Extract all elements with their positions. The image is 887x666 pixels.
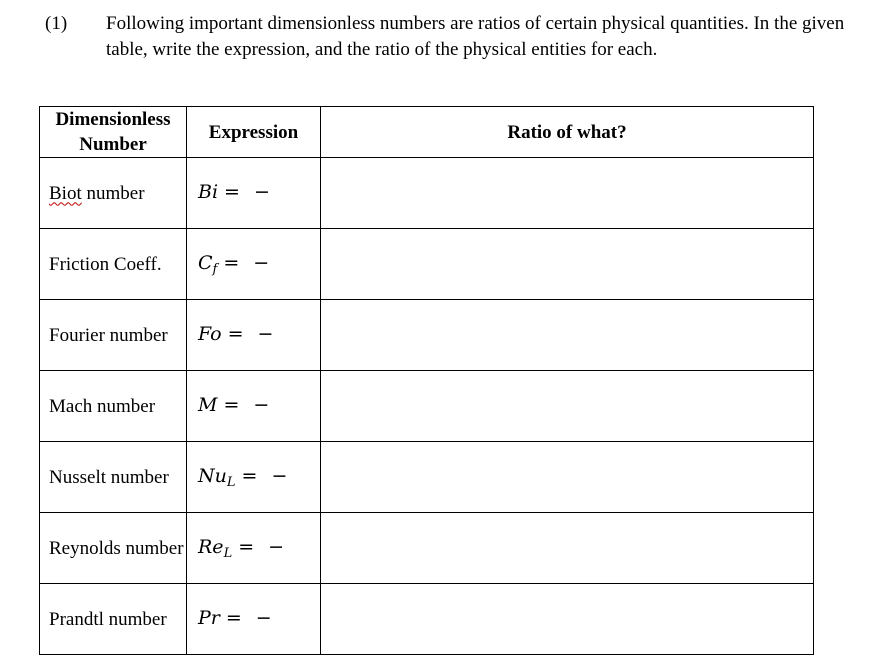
dimensionless-name-cell <box>40 229 187 300</box>
dimensionless-name: Nusselt number <box>49 466 169 488</box>
ratio-answer-cell[interactable] <box>321 158 814 229</box>
expression-symbol: Re <box>198 535 224 558</box>
equals-sign: = <box>225 606 242 629</box>
expression-blank: − <box>271 464 288 487</box>
dimensionless-name-rest: number <box>81 182 145 204</box>
header-dimensionless-number: Dimensionless Number <box>40 107 187 158</box>
dimensionless-name: Mach number <box>49 395 156 417</box>
dimensionless-name-cell <box>40 513 187 584</box>
expression-symbol: C <box>198 251 213 274</box>
expression-subscript: f <box>212 261 218 277</box>
ratio-answer-cell[interactable] <box>321 584 814 655</box>
ratio-answer-cell[interactable] <box>321 371 814 442</box>
expression-blank: − <box>253 180 270 203</box>
header-expression: Expression <box>187 107 321 158</box>
dimensionless-name-cell <box>40 158 187 229</box>
question-text: Following important dimensionless numbers are ratios of certain physical quantities. In the given table, write the expression, and the ratio of the physical entities for each. <box>106 13 845 60</box>
expression-blank: − <box>257 322 274 345</box>
equals-sign: = <box>241 464 258 487</box>
table-row <box>40 300 814 371</box>
expression-symbol: Fo <box>198 322 222 345</box>
expression-blank: − <box>253 251 270 274</box>
table-row <box>40 229 814 300</box>
header-ratio: Ratio of what? <box>321 107 814 158</box>
table-row <box>40 513 814 584</box>
table-row <box>40 584 814 655</box>
equals-sign: = <box>224 180 240 203</box>
equals-sign: = <box>227 322 244 345</box>
dimensionless-name: Friction Coeff. <box>49 253 162 275</box>
equals-sign: = <box>223 393 240 416</box>
ratio-answer-cell[interactable] <box>321 300 814 371</box>
question-number: (1) <box>45 13 68 34</box>
dimensionless-name-cell <box>40 584 187 655</box>
expression-blank: − <box>253 393 270 416</box>
equals-sign: = <box>223 251 240 274</box>
dimensionless-name: Fourier number <box>49 324 168 346</box>
table-row <box>40 442 814 513</box>
expression-cell[interactable] <box>187 158 321 229</box>
expression-blank: − <box>255 606 272 629</box>
expression-symbol: Nu <box>198 464 227 487</box>
dimensionless-name: Biot <box>49 182 82 204</box>
expression-cell[interactable] <box>187 229 321 300</box>
expression-cell[interactable] <box>187 442 321 513</box>
dimensionless-name: Reynolds number <box>49 537 184 559</box>
expression-cell[interactable] <box>187 371 321 442</box>
expression-cell[interactable] <box>187 300 321 371</box>
expression-cell[interactable] <box>187 584 321 655</box>
equals-sign: = <box>238 535 255 558</box>
expression-cell[interactable] <box>187 513 321 584</box>
table-header-row <box>40 107 814 158</box>
expression-symbol: M <box>198 393 218 416</box>
dimensionless-table <box>39 106 814 655</box>
dimensionless-name-cell <box>40 371 187 442</box>
table-body <box>40 158 814 655</box>
expression-symbol: Pr <box>198 606 220 629</box>
table-row <box>40 158 814 229</box>
expression-blank: − <box>268 535 285 558</box>
expression-subscript: L <box>223 545 233 561</box>
expression-symbol: Bi <box>198 180 219 203</box>
ratio-answer-cell[interactable] <box>321 442 814 513</box>
table-row <box>40 371 814 442</box>
dimensionless-name-cell <box>40 300 187 371</box>
expression-subscript: L <box>226 474 236 490</box>
dimensionless-name: Prandtl number <box>49 608 167 630</box>
ratio-answer-cell[interactable] <box>321 229 814 300</box>
ratio-answer-cell[interactable] <box>321 513 814 584</box>
dimensionless-name-cell <box>40 442 187 513</box>
